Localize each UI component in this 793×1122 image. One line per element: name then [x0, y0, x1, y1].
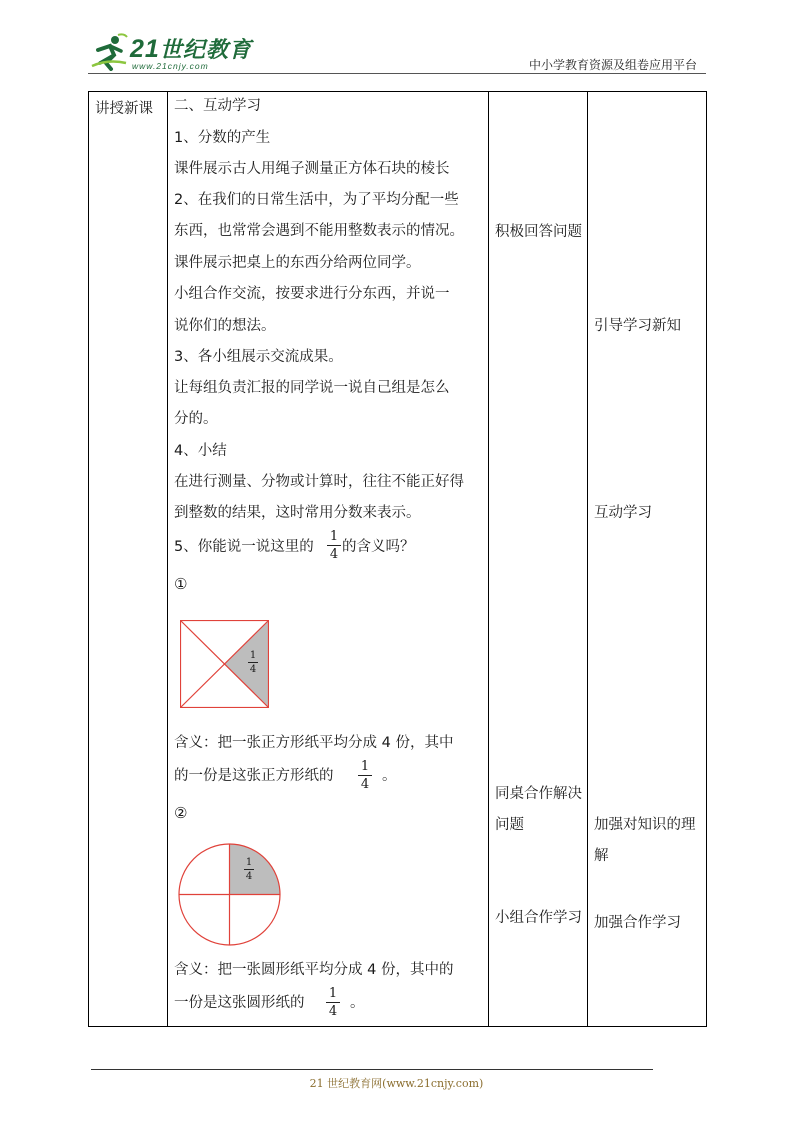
shaded-quarter: [225, 621, 269, 708]
content-line: 东西，也常常会遇到不能用整数表示的情况。: [174, 223, 464, 239]
table-column-divider: [488, 91, 489, 1026]
header-divider: [88, 73, 706, 74]
runner-logo-icon: [88, 33, 128, 71]
design-intent-text: 加强对知识的理: [594, 817, 696, 833]
table-bottom-border: [88, 1026, 707, 1027]
fraction-bar: [248, 662, 258, 663]
fraction-numerator: 1: [360, 759, 370, 774]
item-marker-2: ②: [174, 804, 188, 822]
content-line: 5、你能说一说这里的: [174, 539, 314, 555]
content-line: 4、小结: [174, 443, 227, 459]
square-quarter-diagram: [180, 620, 269, 708]
fraction-one-quarter: [326, 986, 340, 1019]
fraction-bar: [327, 545, 341, 546]
table-left-border: [88, 91, 89, 1026]
fraction-bar: [326, 1002, 340, 1003]
content-line: 在进行测量、分物或计算时，往往不能正好得: [174, 474, 464, 490]
fraction-bar: [244, 869, 254, 870]
content-line: 含义：把一张圆形纸平均分成 4 份，其中的: [174, 962, 454, 978]
table-column-divider: [587, 91, 588, 1026]
student-activity-text: 小组合作学习: [495, 910, 582, 926]
header-tagline: 中小学教育资源及组卷应用平台: [528, 58, 697, 72]
square-fraction-label: [248, 650, 258, 675]
logo-url: www.21cnjy.com: [132, 61, 209, 71]
fraction-numerator: 1: [328, 986, 338, 1001]
content-line: 。: [382, 768, 397, 784]
student-activity-text: 问题: [495, 817, 524, 833]
content-line: 的含义吗？: [342, 539, 415, 555]
fraction-denominator: 4: [329, 547, 339, 562]
design-intent-text: 引导学习新知: [594, 318, 681, 334]
fraction-numerator: 1: [329, 529, 339, 544]
site-logo-text: [130, 33, 252, 64]
design-intent-text: 互动学习: [594, 505, 652, 521]
content-line: 一份是这张圆形纸的: [174, 995, 305, 1011]
content-line: 3、各小组展示交流成果。: [174, 349, 343, 365]
content-line: 小组合作交流，按要求进行分东西，并说一: [174, 286, 450, 302]
content-line: 让每组负责汇报的同学说一说自己组是怎么: [174, 380, 450, 396]
table-column-divider: [167, 91, 168, 1026]
fraction-denominator: 4: [245, 871, 253, 882]
fraction-one-quarter: [358, 759, 372, 792]
circle-quarter-diagram: [178, 843, 281, 946]
logo-chinese: 世纪教育: [159, 38, 252, 63]
student-activity-text: 积极回答问题: [495, 224, 582, 240]
content-line: 说你们的想法。: [174, 318, 276, 334]
fraction-numerator: 1: [249, 650, 257, 661]
shaded-quarter: [230, 844, 281, 895]
design-intent-text: 解: [594, 848, 609, 864]
table-top-border: [88, 91, 707, 92]
footer-text: 21 世纪教育网(www.21cnjy.com): [309, 1077, 484, 1090]
fraction-one-quarter: [327, 529, 341, 562]
fraction-numerator: 1: [245, 857, 253, 868]
fraction-denominator: 4: [360, 777, 370, 792]
logo-number: 21: [130, 35, 160, 63]
content-line: 的一份是这张正方形纸的: [174, 768, 334, 784]
circle-diagram-svg: [178, 843, 281, 946]
table-right-border: [706, 91, 707, 1026]
content-line: 1、分数的产生: [174, 130, 271, 146]
item-marker-1: ①: [174, 575, 188, 593]
content-line: 。: [350, 995, 365, 1011]
footer-divider: [91, 1069, 653, 1070]
student-activity-text: 同桌合作解决: [495, 786, 582, 802]
design-intent-text: 加强合作学习: [594, 915, 681, 931]
fraction-denominator: 4: [249, 664, 257, 675]
content-line: 到整数的结果，这时常用分数来表示。: [174, 505, 421, 521]
content-line: 课件展示古人用绳子测量正方体石块的棱长: [174, 161, 450, 177]
stage-label: 讲授新课: [95, 101, 153, 117]
content-line: 分的。: [174, 411, 218, 427]
content-line: 课件展示把桌上的东西分给两位同学。: [174, 255, 421, 271]
circle-fraction-label: [244, 857, 254, 882]
fraction-denominator: 4: [328, 1004, 338, 1019]
content-line: 2、在我们的日常生活中，为了平均分配一些: [174, 192, 459, 208]
fraction-bar: [358, 775, 372, 776]
content-line: 二、互动学习: [174, 98, 261, 114]
content-line: 含义：把一张正方形纸平均分成 4 份，其中: [174, 735, 454, 751]
